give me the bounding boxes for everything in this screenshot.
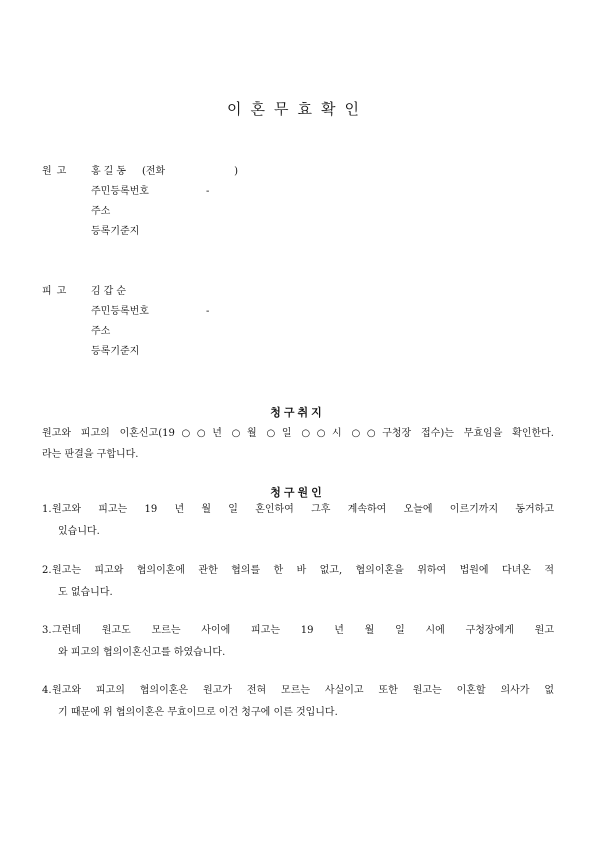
- plaintiff-name: 홍길동: [91, 166, 129, 177]
- cause-item-line-1: 원고와 피고의 협의이혼은 원고가 전혀 모르는 사실이고 또한 원고는 이혼할 의사가 없: [52, 685, 554, 696]
- cause-item: [42, 560, 554, 604]
- cause-item-number: 1.: [42, 504, 52, 515]
- defendant-address-label: 주소: [91, 326, 111, 337]
- claim-paragraph: [42, 423, 554, 465]
- cause-item: [42, 620, 554, 664]
- document-page: 이혼무효확인 원고 홍길동 (전화 ) 주민등록번호 - 주소 등록기준지 피고 김갑순 주민등록번호 - 주소 등록기준지 청구취지 원고와 피고의 이혼신고(19○○년 ○월 ○일 ○○시 ○○구청장 접수)는 무효임을 확인한다. 라는 판결을 구합니다. 청구원인 1. 원고와 피고는 19 년 월 일 혼인하여 그후 계속하여 오늘에 이르기까지 동거하고 있습니다. 2. 원고는 피고와 협의이혼에 관한 협의를 한 바 없고, 협의이혼을 위하여 법원에 다녀온 적 도 없습니다. 3. 그런데 원고도 모르는 사이에 피고는 19 년 월 일 시에 구청장에게 원고 와 피고의 협의이혼신고를 하였습니다. 4. 원고와 피고의 협의이혼은 원고가 전혀 모르는 사실이고 또한 원고는 이혼할 의사가 없 기 때문에 위 협의이혼은 무효이므로 이건 청구에 이른 것입니다.: [0, 0, 595, 842]
- cause-item-number: 3.: [42, 625, 52, 636]
- plaintiff-id-dash: -: [206, 186, 210, 197]
- cause-item-number: 2.: [42, 565, 52, 576]
- cause-item: [42, 680, 554, 724]
- cause-item-line-1: 그런데 원고도 모르는 사이에 피고는 19 년 월 일 시에 구청장에게 원고: [52, 625, 554, 636]
- claim-line-1: 원고와 피고의 이혼신고(19○○년 ○월 ○일 ○○시 ○○구청장 접수)는 무효임을 확인한다.: [42, 428, 554, 439]
- cause-item-line-2: 도 없습니다.: [58, 587, 113, 598]
- plaintiff-id-label: 주민등록번호: [91, 186, 149, 197]
- cause-item-line-1: 원고는 피고와 협의이혼에 관한 협의를 한 바 없고, 협의이혼을 위하여 법원에 다녀온 적: [52, 565, 554, 576]
- cause-item: [42, 499, 554, 543]
- defendant-id-dash: -: [206, 306, 210, 317]
- cause-item-line-2: 기 때문에 위 협의이혼은 무효이므로 이건 청구에 이른 것입니다.: [58, 707, 338, 718]
- plaintiff-registry-label: 등록기준지: [91, 226, 140, 237]
- cause-heading: 청구원인: [270, 486, 325, 499]
- claim-heading: 청구취지: [270, 406, 325, 419]
- plaintiff-role-label: 원고: [42, 166, 72, 177]
- defendant-registry-label: 등록기준지: [91, 346, 140, 357]
- cause-item-line-2: 있습니다.: [58, 526, 100, 537]
- plaintiff-address-label: 주소: [91, 206, 111, 217]
- cause-item-number: 4.: [42, 685, 52, 696]
- defendant-name: 김갑순: [91, 286, 129, 297]
- document-title: 이혼무효확인: [227, 100, 368, 118]
- defendant-role-label: 피고: [42, 286, 72, 297]
- defendant-id-label: 주민등록번호: [91, 306, 149, 317]
- claim-line-2: 라는 판결을 구합니다.: [42, 449, 139, 460]
- cause-item-line-2: 와 피고의 협의이혼신고를 하였습니다.: [58, 647, 226, 658]
- cause-item-line-1: 원고와 피고는 19 년 월 일 혼인하여 그후 계속하여 오늘에 이르기까지 동거하고: [52, 504, 554, 515]
